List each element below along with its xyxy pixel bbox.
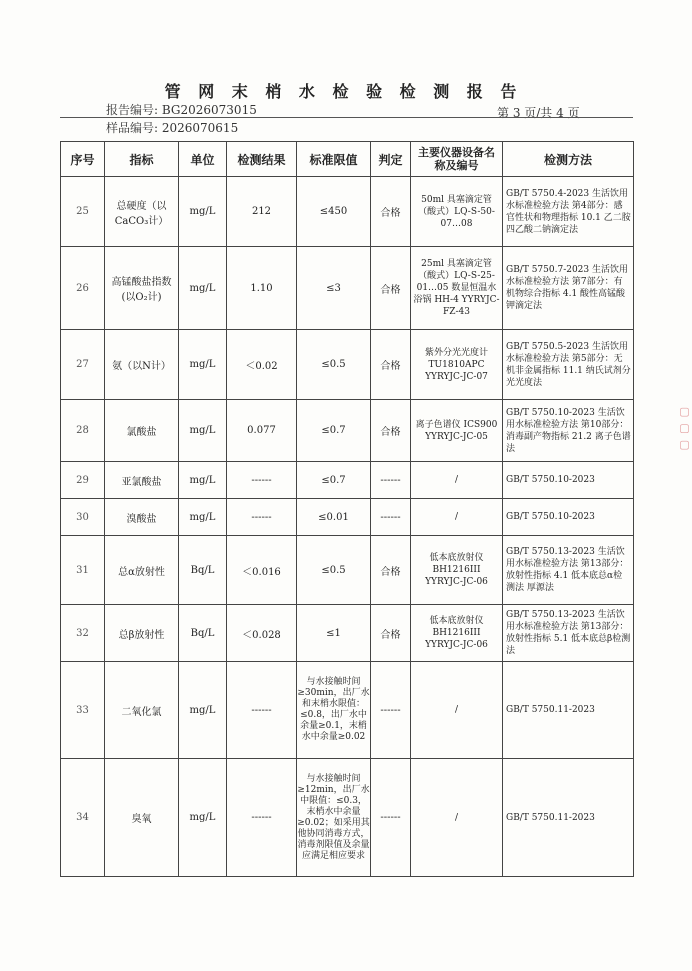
red-seal-stamp: ▢ ▢ ▢ — [678, 405, 691, 451]
row-limit: ≤0.01 — [297, 499, 371, 536]
row-unit: mg/L — [179, 462, 227, 499]
row-instrument: / — [411, 759, 503, 877]
row-instrument: / — [411, 462, 503, 499]
row-item: 氯酸盐 — [105, 400, 179, 462]
row-unit: mg/L — [179, 662, 227, 759]
row-limit: ≤0.7 — [297, 400, 371, 462]
col-header-method: 检测方法 — [503, 142, 634, 177]
row-unit: Bq/L — [179, 536, 227, 605]
table-row — [61, 462, 634, 499]
row-result: ------ — [227, 662, 297, 759]
row-item: 氨（以N计） — [105, 330, 179, 400]
row-judge: 合格 — [371, 177, 411, 247]
row-limit: ≤0.5 — [297, 330, 371, 400]
col-header-unit: 单位 — [179, 142, 227, 177]
document-title: 管 网 末 梢 水 检 验 检 测 报 告 — [164, 82, 523, 101]
row-no: 33 — [61, 662, 105, 759]
row-method: GB/T 5750.10-2023 生活饮用水标准检验方法 第10部分：消毒副产物指标 21.2 离子色谱法 — [503, 400, 634, 462]
table-row — [61, 499, 634, 536]
row-unit: mg/L — [179, 499, 227, 536]
row-instrument: 低本底放射仪 BH1216III YYRYJC-JC-06 — [411, 536, 503, 605]
row-unit: mg/L — [179, 247, 227, 330]
col-header-judge: 判定 — [371, 142, 411, 177]
col-header-item: 指标 — [105, 142, 179, 177]
row-method: GB/T 5750.11-2023 — [503, 662, 634, 759]
row-limit: ≤0.7 — [297, 462, 371, 499]
row-unit: mg/L — [179, 330, 227, 400]
row-no: 30 — [61, 499, 105, 536]
row-item: 亚氯酸盐 — [105, 462, 179, 499]
row-judge: 合格 — [371, 330, 411, 400]
row-item: 溴酸盐 — [105, 499, 179, 536]
row-judge: ------ — [371, 662, 411, 759]
row-item: 臭氧 — [105, 759, 179, 877]
row-instrument: / — [411, 499, 503, 536]
row-method: GB/T 5750.13-2023 生活饮用水标准检验方法 第13部分：放射性指标 4.1 低本底总α检测法 厚源法 — [503, 536, 634, 605]
row-no: 31 — [61, 536, 105, 605]
report-number: 报告编号: BG2026073015 — [106, 103, 257, 117]
row-result: ------ — [227, 462, 297, 499]
row-instrument: 离子色谱仪 ICS900 YYRYJC-JC-05 — [411, 400, 503, 462]
col-header-result: 检测结果 — [227, 142, 297, 177]
row-limit: 与水接触时间≥30min，出厂水和末梢水限值：≤0.8，出厂水中余量≥0.1，末梢水中余量≥0.02 — [297, 662, 371, 759]
row-no: 26 — [61, 247, 105, 330]
row-unit: Bq/L — [179, 605, 227, 662]
row-limit: 与水接触时间≥12min，出厂水中限值：≤0.3，末梢水中余量≥0.02；如采用其他协同消毒方式，消毒剂限值及余量应满足相应要求 — [297, 759, 371, 877]
row-result: ＜0.02 — [227, 330, 297, 400]
row-limit: ≤450 — [297, 177, 371, 247]
row-no: 29 — [61, 462, 105, 499]
page-info: 第 3 页/共 4 页 — [497, 106, 580, 120]
row-item: 总α放射性 — [105, 536, 179, 605]
table-header-row — [61, 142, 634, 177]
row-method: GB/T 5750.10-2023 — [503, 462, 634, 499]
row-result: ------ — [227, 499, 297, 536]
row-no: 25 — [61, 177, 105, 247]
row-unit: mg/L — [179, 400, 227, 462]
row-no: 28 — [61, 400, 105, 462]
row-instrument: 50ml 具塞滴定管（酸式）LQ-S-50-07…08 — [411, 177, 503, 247]
row-item: 高锰酸盐指数(以O₂计) — [105, 247, 179, 330]
row-judge: ------ — [371, 759, 411, 877]
row-instrument: 25ml 具塞滴定管（酸式）LQ-S-25-01…05 数显恒温水浴锅 HH-4 YYRYJC-FZ-43 — [411, 247, 503, 330]
row-instrument: 紫外分光光度计 TU1810APC YYRYJC-JC-07 — [411, 330, 503, 400]
row-unit: mg/L — [179, 759, 227, 877]
row-method: GB/T 5750.4-2023 生活饮用水标准检验方法 第4部分：感官性状和物理指标 10.1 乙二胺四乙酸二钠滴定法 — [503, 177, 634, 247]
row-no: 34 — [61, 759, 105, 877]
row-limit: ≤0.5 — [297, 536, 371, 605]
row-no: 27 — [61, 330, 105, 400]
row-instrument: / — [411, 662, 503, 759]
row-instrument: 低本底放射仪 BH1216III YYRYJC-JC-06 — [411, 605, 503, 662]
row-judge: 合格 — [371, 605, 411, 662]
table-row — [61, 177, 634, 247]
col-header-no: 序号 — [61, 142, 105, 177]
row-method: GB/T 5750.13-2023 生活饮用水标准检验方法 第13部分：放射性指标 5.1 低本底总β检测法 — [503, 605, 634, 662]
row-item: 二氧化氯 — [105, 662, 179, 759]
row-method: GB/T 5750.10-2023 — [503, 499, 634, 536]
table-row — [61, 759, 634, 877]
table-row — [61, 662, 634, 759]
row-result: ＜0.028 — [227, 605, 297, 662]
results-table — [60, 141, 634, 877]
row-item: 总硬度（以CaCO₃计） — [105, 177, 179, 247]
row-result: 0.077 — [227, 400, 297, 462]
header-divider — [60, 117, 633, 118]
row-limit: ≤3 — [297, 247, 371, 330]
table-row — [61, 536, 634, 605]
row-no: 32 — [61, 605, 105, 662]
row-limit: ≤1 — [297, 605, 371, 662]
row-judge: 合格 — [371, 247, 411, 330]
table-row — [61, 605, 634, 662]
table-row — [61, 247, 634, 330]
row-judge: 合格 — [371, 400, 411, 462]
row-judge: ------ — [371, 462, 411, 499]
row-method: GB/T 5750.11-2023 — [503, 759, 634, 877]
row-method: GB/T 5750.5-2023 生活饮用水标准检验方法 第5部分：无机非金属指标 11.1 纳氏试剂分光光度法 — [503, 330, 634, 400]
row-judge: ------ — [371, 499, 411, 536]
row-method: GB/T 5750.7-2023 生活饮用水标准检验方法 第7部分：有机物综合指标 4.1 酸性高锰酸钾滴定法 — [503, 247, 634, 330]
table-row — [61, 330, 634, 400]
row-item: 总β放射性 — [105, 605, 179, 662]
row-result: ------ — [227, 759, 297, 877]
row-result: ＜0.016 — [227, 536, 297, 605]
col-header-instrument: 主要仪器设备名称及编号 — [411, 142, 503, 177]
table-row — [61, 400, 634, 462]
row-unit: mg/L — [179, 177, 227, 247]
col-header-limit: 标准限值 — [297, 142, 371, 177]
row-result: 1.10 — [227, 247, 297, 330]
row-judge: 合格 — [371, 536, 411, 605]
sample-number: 样品编号: 2026070615 — [106, 121, 239, 135]
row-result: 212 — [227, 177, 297, 247]
